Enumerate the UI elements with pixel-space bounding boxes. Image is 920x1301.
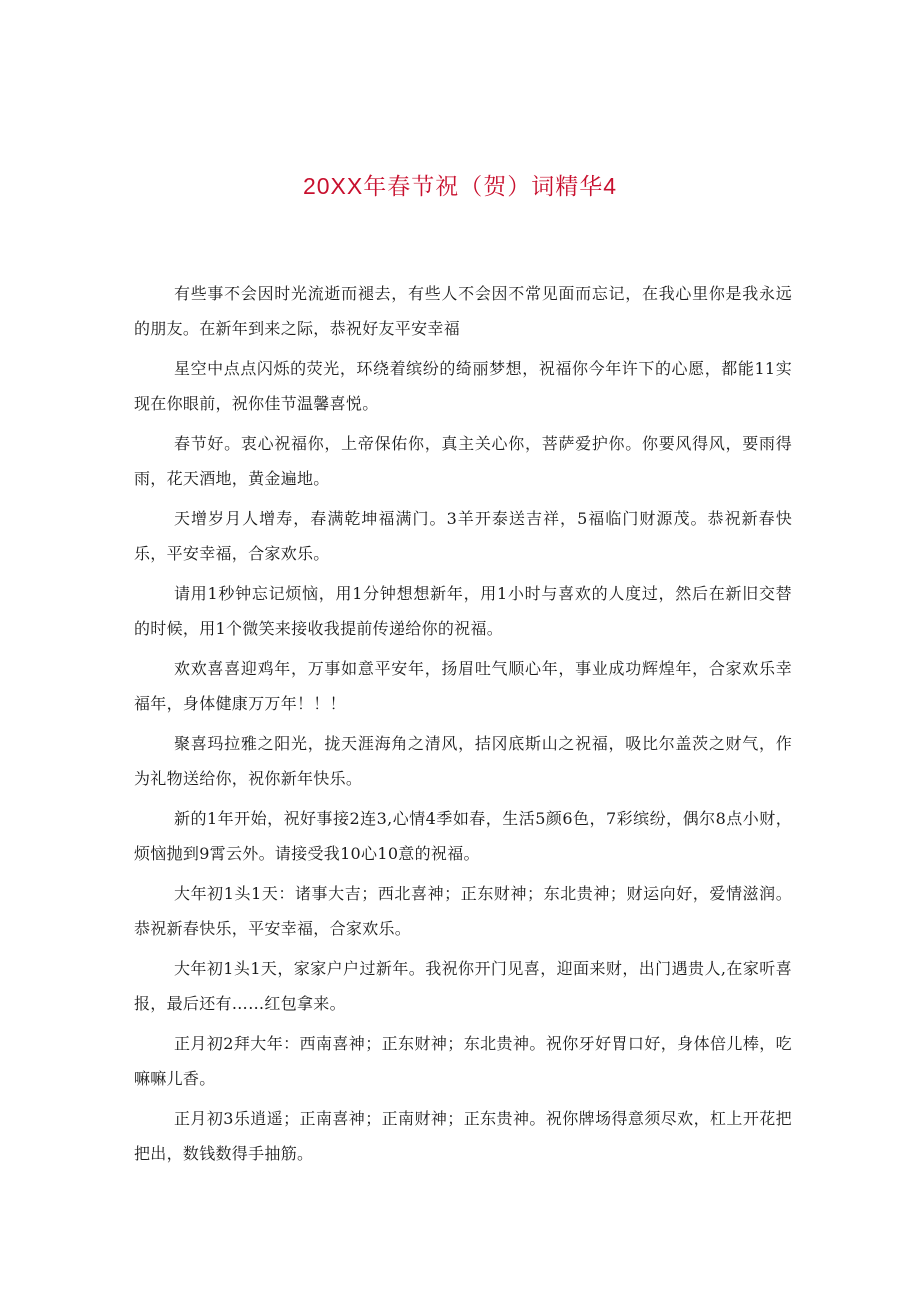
document-body — [134, 276, 792, 1176]
paragraph-6: 欢欢喜喜迎鸡年，万事如意平安年，扬眉吐气顺心年，事业成功辉煌年，合家欢乐幸福年，身体健康万万年！！！ — [134, 659, 792, 713]
paragraph-11: 正月初2拜大年：西南喜神；正东财神；东北贵神。祝你牙好胃口好，身体倍儿棒，吃嘛嘛儿香。 — [134, 1034, 792, 1088]
paragraph-4: 天增岁月人增寿，春满乾坤福满门。3羊开泰送吉祥，5福临门财源茂。恭祝新春快乐，平安幸福，合家欢乐。 — [134, 509, 792, 563]
paragraph-9: 大年初1头1天：诸事大吉；西北喜神；正东财神；东北贵神；财运向好，爱情滋润。恭祝新春快乐，平安幸福，合家欢乐。 — [134, 884, 792, 938]
paragraph-2: 星空中点点闪烁的荧光，环绕着缤纷的绮丽梦想，祝福你今年许下的心愿，都能11实现在你眼前，祝你佳节温馨喜悦。 — [134, 359, 792, 413]
paragraph-10: 大年初1头1天，家家户户过新年。我祝你开门见喜，迎面来财，出门遇贵人,在家听喜报，最后还有……红包拿来。 — [134, 959, 792, 1013]
paragraph-7: 聚喜玛拉雅之阳光，拢天涯海角之清风，拮冈底斯山之祝福，吸比尔盖茨之财气，作为礼物送给你，祝你新年快乐。 — [134, 734, 792, 788]
page-title: 20XX年春节祝（贺）词精华4 — [302, 173, 618, 199]
paragraph-3: 春节好。衷心祝福你，上帝保佑你，真主关心你，菩萨爱护你。你要风得风，要雨得雨，花天酒地，黄金遍地。 — [134, 434, 792, 488]
paragraph-12: 正月初3乐逍遥；正南喜神；正南财神；正东贵神。祝你牌场得意须尽欢，杠上开花把把出，数钱数得手抽筋。 — [134, 1109, 792, 1163]
paragraph-1: 有些事不会因时光流逝而褪去，有些人不会因不常见面而忘记，在我心里你是我永远的朋友。在新年到来之际，恭祝好友平安幸福 — [134, 284, 792, 338]
paragraph-8: 新的1年开始，祝好事接2连3,心情4季如春，生活5颜6色，7彩缤纷，偶尔8点小财，烦恼抛到9霄云外。请接受我10心10意的祝福。 — [134, 809, 792, 863]
paragraph-5: 请用1秒钟忘记烦恼，用1分钟想想新年，用1小时与喜欢的人度过，然后在新旧交替的时候，用1个微笑来接收我提前传递给你的祝福。 — [134, 584, 792, 638]
